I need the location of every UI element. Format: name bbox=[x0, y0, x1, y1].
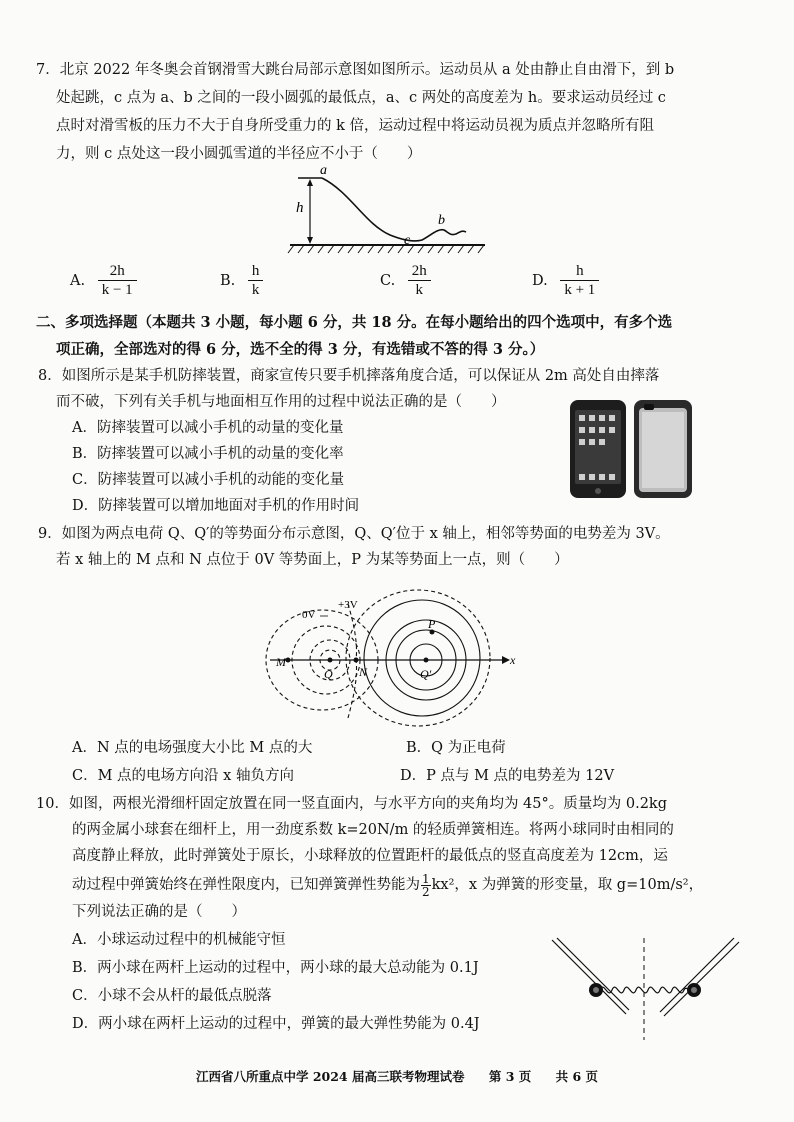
q7-line-1: 7．北京 2022 年冬奥会首钢滑雪大跳台局部示意图如图所示。运动员从 a 处由静止自由滑下，到 b bbox=[36, 62, 675, 78]
label-h: h bbox=[296, 200, 304, 216]
q10-line-3: 高度静止释放，此时弹簧处于原长，小球释放的位置距杆的最低点的竖直高度差为 12cm，运 bbox=[72, 848, 668, 864]
page-footer bbox=[0, 1067, 794, 1085]
q8-option-d[interactable]: D．防摔装置可以增加地面对手机的作用时间 bbox=[72, 498, 360, 514]
q9-option-c[interactable]: C．M 点的电场方向沿 x 轴负方向 bbox=[72, 768, 294, 784]
q10-option-d[interactable]: D．两小球在两杆上运动的过程中，弹簧的最大弹性势能为 0.4J bbox=[72, 1016, 480, 1032]
label-N: N bbox=[359, 665, 368, 679]
label-x-axis: x bbox=[510, 653, 516, 667]
label-M: M bbox=[276, 655, 286, 669]
q10-option-c[interactable]: C．小球不会从杆的最低点脱落 bbox=[72, 988, 272, 1004]
half-fraction: $\frac{1}{2}$ bbox=[422, 871, 430, 899]
label-b: b bbox=[438, 213, 445, 228]
spring-rods-figure bbox=[546, 934, 746, 1044]
q9-option-d[interactable]: D．P 点与 M 点的电势差为 12V bbox=[400, 768, 615, 784]
q9-line-2: 若 x 轴上的 M 点和 N 点位于 0V 等势面上，P 为某等势面上一点，则（ ） bbox=[56, 552, 569, 568]
q10-option-a[interactable]: A．小球运动过程中的机械能守恒 bbox=[72, 932, 286, 948]
label-Q-prime: Q′ bbox=[420, 667, 432, 681]
q8-option-a[interactable]: A．防摔装置可以减小手机的动量的变化量 bbox=[72, 420, 344, 436]
q10-line-1: 10．如图，两根光滑细杆固定放置在同一竖直面内，与水平方向的夹角均为 45°。质量均为 0.2kg bbox=[36, 796, 667, 812]
q9-option-b[interactable]: B．Q 为正电荷 bbox=[406, 740, 506, 756]
label-0V: 0V bbox=[302, 609, 316, 621]
label-c: c bbox=[404, 233, 411, 248]
q8-line-1: 8．如图所示是某手机防摔装置，商家宣传只要手机摔落角度合适，可以保证从 2m 高处自由摔落 bbox=[38, 368, 660, 384]
equipotential-figure bbox=[262, 584, 532, 734]
q8-option-b[interactable]: B．防摔装置可以减小手机的动量的变化率 bbox=[72, 446, 344, 462]
q9-line-1: 9．如图为两点电荷 Q、Q′的等势面分布示意图，Q、Q′位于 x 轴上，相邻等势面的电势差为 3V。 bbox=[38, 526, 670, 542]
q8-line-2: 而不破，下列有关手机与地面相互作用的过程中说法正确的是（ ） bbox=[56, 394, 506, 410]
label-P: P bbox=[428, 617, 436, 631]
q7-option-c[interactable]: C. $\frac{2h}{k}$ bbox=[380, 262, 431, 299]
q10-line-5: 下列说法正确的是（ ） bbox=[72, 904, 246, 920]
q10-line-4: 动过程中弹簧始终在弹性限度内，已知弹簧弹性势能为 $\frac{1}{2}$ kx²，x 为弹簧的形变量，取 g=10m/s²， bbox=[72, 871, 704, 899]
q9-option-a[interactable]: A．N 点的电场强度大小比 M 点的大 bbox=[72, 740, 313, 756]
footer-title: 江西省八所重点中学 2024 届高三联考物理试卷 bbox=[195, 1069, 465, 1084]
label-plus-3V: +3V bbox=[338, 599, 358, 611]
q10-option-b[interactable]: B．两小球在两杆上运动的过程中，两小球的最大总动能为 0.1J bbox=[72, 960, 479, 976]
section2-heading-line-2: 项正确，全部选对的得 6 分，选不全的得 3 分，有选错或不答的得 3 分。） bbox=[56, 341, 545, 358]
q7-line-3: 点时对滑雪板的压力不大于自身所受重力的 k 倍，运动过程中将运动员视为质点并忽略所有阻 bbox=[56, 118, 655, 134]
footer-total: 共 6 页 bbox=[555, 1069, 599, 1084]
q10-line-2: 的两金属小球套在细杆上，用一劲度系数 k=20N/m 的轻质弹簧相连。将两小球同时由相同的 bbox=[72, 822, 674, 838]
label-Q: Q bbox=[324, 667, 333, 681]
q7-option-a[interactable]: A. $\frac{2h}{k - 1}$ bbox=[70, 262, 137, 299]
q7-option-b[interactable]: B. $\frac{h}{k}$ bbox=[220, 262, 263, 299]
ski-jump-figure bbox=[280, 162, 510, 262]
q8-option-c[interactable]: C．防摔装置可以减小手机的动能的变化量 bbox=[72, 472, 345, 488]
label-a: a bbox=[320, 163, 327, 178]
q7-line-4: 力，则 c 点处这一段小圆弧雪道的半径应不小于（ ） bbox=[56, 146, 422, 162]
q7-option-d[interactable]: D. $\frac{h}{k + 1}$ bbox=[532, 262, 599, 299]
footer-page: 第 3 页 bbox=[488, 1069, 532, 1084]
phone-case-photo bbox=[566, 398, 696, 500]
q7-line-2: 处起跳，c 点为 a、b 之间的一段小圆弧的最低点，a、c 两处的高度差为 h。要求运动员经过 c bbox=[56, 90, 666, 106]
section2-heading-line-1: 二、多项选择题（本题共 3 小题，每小题 6 分，共 18 分。在每小题给出的四个选项中，有多个选 bbox=[36, 314, 673, 331]
